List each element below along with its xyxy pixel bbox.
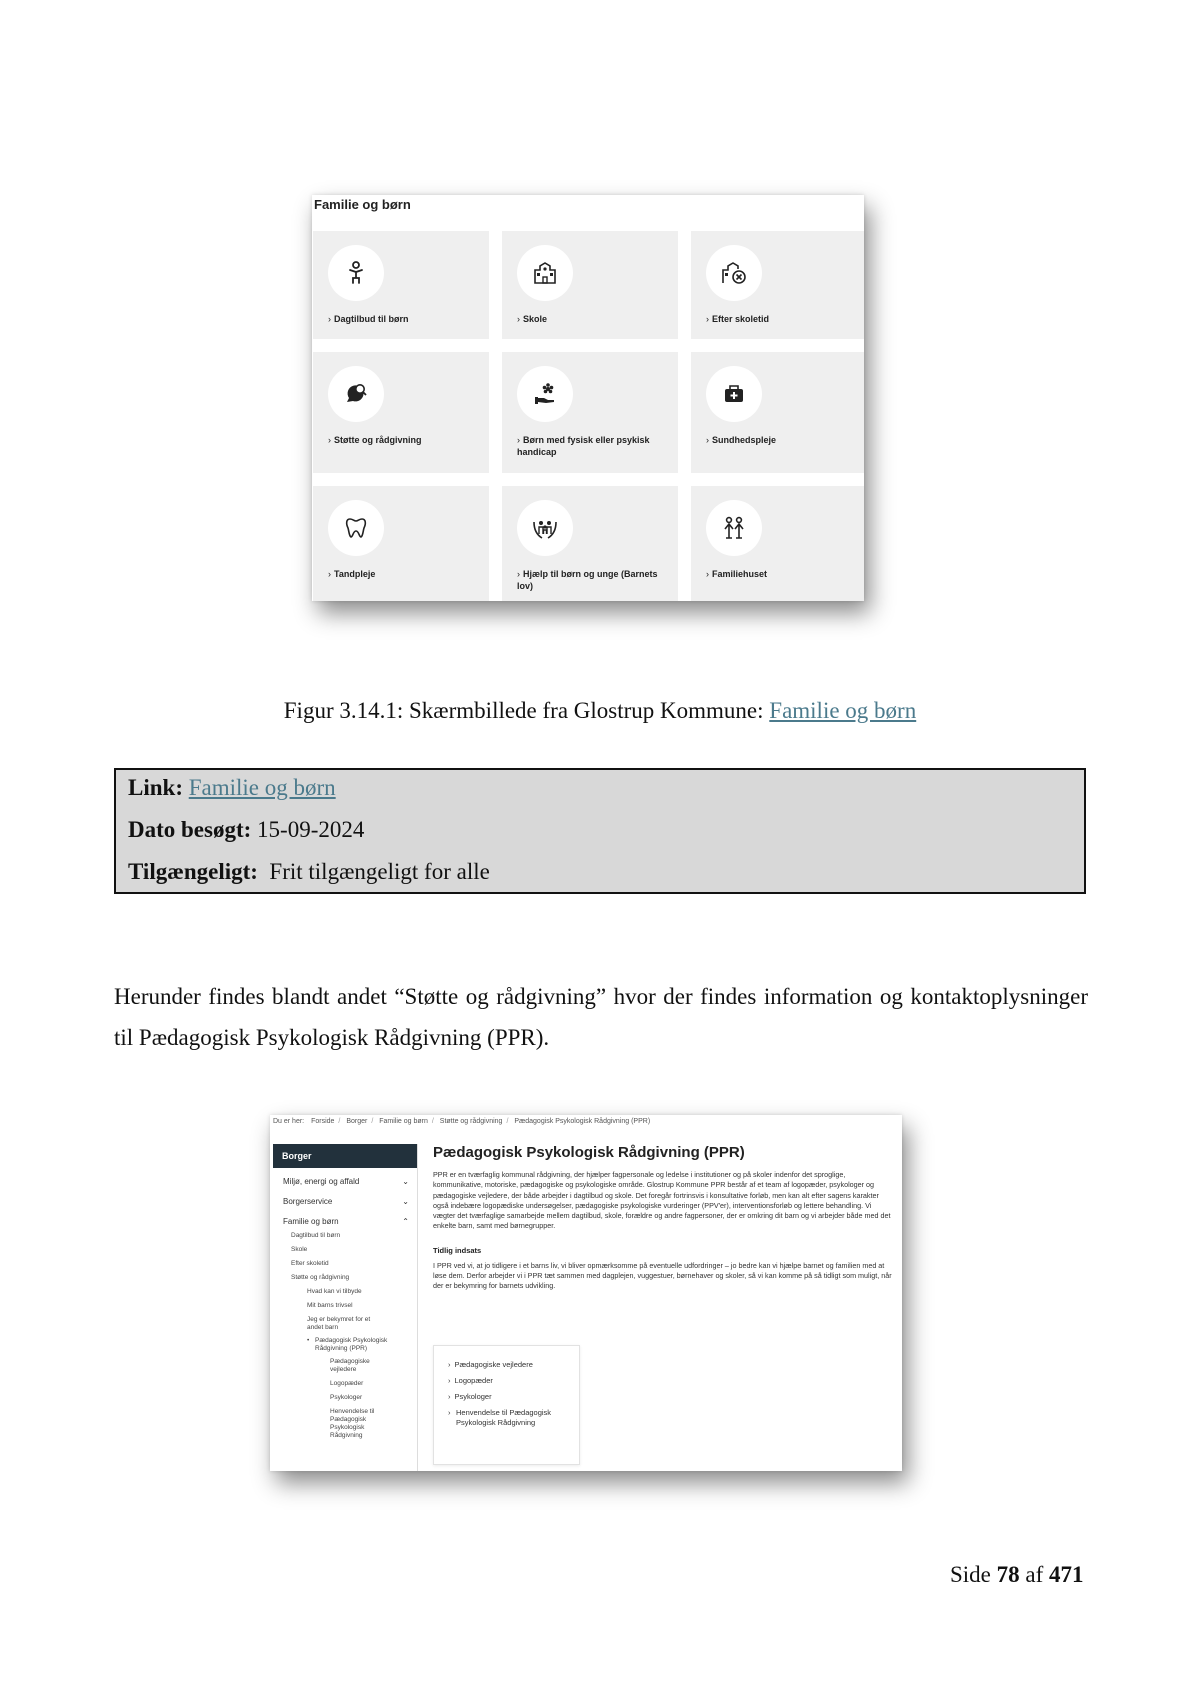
- sidebar-subitem[interactable]: Mit barns trivsel: [307, 1302, 353, 1309]
- subheading: Tidlig indsats: [433, 1245, 482, 1255]
- page-heading: Pædagogisk Psykologisk Rådgivning (PPR): [433, 1144, 745, 1161]
- family-icon: [720, 514, 748, 542]
- page-number: Side 78 af 471: [950, 1562, 1084, 1587]
- category-card-efter-skoletid[interactable]: [691, 231, 864, 339]
- sidebar-subitem[interactable]: Hvad kan vi tilbyde: [307, 1288, 362, 1295]
- category-label: › Støtte og rådgivning: [328, 435, 422, 445]
- main-content: [433, 1144, 895, 1292]
- category-card-handicap[interactable]: [502, 352, 678, 473]
- sidebar-subitem[interactable]: Logopæder: [330, 1380, 364, 1387]
- child-icon: [342, 259, 370, 287]
- category-label: › Hjælp til børn og unge (Barnets lov): [517, 569, 658, 591]
- source-link[interactable]: Familie og børn: [188, 775, 336, 800]
- category-label: › Dagtilbud til børn: [328, 314, 409, 324]
- intro-text: PPR er en tværfaglig kommunal rådgivning, der hjælper fagpersonale og ledelse i institutioner og på skoler indenfor det sproglige, kommunikative, motoriske, pædagogiske og psykologiske område. Glostrup Kommune PPR består af et team af logopæder, psykologer og pædagogiske vejledere, der både arbejder i dagtilbud og skole. Det foregår fortrinsvis i konsultative forløb, men kan alt efter sagens karakter også indebære logopædiske undersøgelser, pædagogiske psykologiske vurderinger (PPV'er), interventionsforløb og lettere behandling. Vi vægter det tværfaglige samarbejde mellem dagtilbud, skole, forældre og andre fagpersoner, der er omkring dit barn og vi arbejder både med det enkelte barn, samt med børnegrupper.: [433, 1170, 891, 1231]
- medical-bag-icon: [720, 380, 748, 408]
- figure-caption: Figur 3.14.1: Skærmbillede fra Glostrup Kommune: Familie og børn: [283, 698, 917, 723]
- family-protect-icon: [531, 514, 559, 542]
- category-card-tandpleje[interactable]: [313, 486, 489, 601]
- related-link[interactable]: › Henvendelse til Pædagogisk Psykologisk Rådgivning: [448, 1408, 552, 1427]
- chevron-down-icon: ⌄: [402, 1197, 409, 1206]
- category-label: › Tandpleje: [328, 569, 376, 579]
- sidebar-active-item[interactable]: • Pædagogisk Psykologisk Rådgivning (PPR): [307, 1337, 388, 1352]
- breadcrumb: Du er her: Forside / Borger / Familie og børn / Støtte og rådgivning / Pædagogisk Psykologisk Rådgivning (PPR): [273, 1118, 651, 1125]
- related-link[interactable]: › Pædagogiske vejledere: [448, 1360, 533, 1369]
- related-link[interactable]: › Psykologer: [448, 1392, 492, 1401]
- sidebar-subitem[interactable]: Støtte og rådgivning: [291, 1274, 350, 1281]
- category-label: › Familiehuset: [706, 569, 768, 579]
- sidebar-item[interactable]: Miljø, energi og affald ⌄: [273, 1172, 417, 1192]
- sidebar-item[interactable]: Borgerservice ⌄: [273, 1192, 417, 1212]
- category-card-dagtilbud[interactable]: [313, 231, 489, 339]
- section-title: Familie og børn: [314, 197, 411, 212]
- school-icon: [531, 259, 559, 287]
- caption-link[interactable]: Familie og børn: [769, 698, 917, 723]
- after-school-icon: [720, 259, 748, 287]
- category-label: › Sundhedspleje: [706, 435, 777, 445]
- sidebar-nav: [273, 1144, 418, 1471]
- sidebar-subitem[interactable]: Dagtilbud til børn: [291, 1232, 341, 1239]
- support-chat-icon: [342, 380, 370, 408]
- sidebar-subitem[interactable]: Henvendelse til Pædagogisk Psykologisk Rådgivning: [330, 1408, 375, 1439]
- sidebar-subitem[interactable]: Psykologer: [330, 1394, 363, 1401]
- related-links-card: [433, 1345, 580, 1465]
- accessibility-value: Frit tilgængeligt for alle: [269, 859, 490, 884]
- category-card-sundhedspleje[interactable]: [691, 352, 864, 473]
- subheading-text: I PPR ved vi, at jo tidligere i et barns liv, vi bliver opmærksomme på eventuelle udfordringer – jo bedre kan vi hjælpe barnet og familien med at løse dem. Derfor arbejder vi i PPR tæt sammen med dagplejen, vuggestuer, børnehaver og skoler, så vi kan komme på så tidligt som muligt, når der er bekymring for barnets udvikling.: [433, 1260, 892, 1291]
- date-visited: 15-09-2024: [257, 817, 365, 842]
- category-label: › Børn med fysisk eller psykisk handicap: [517, 435, 650, 457]
- related-link[interactable]: › Logopæder: [448, 1376, 493, 1385]
- category-card-skole[interactable]: [502, 231, 678, 339]
- category-card-familiehuset[interactable]: [691, 486, 864, 601]
- hand-care-icon: [531, 380, 559, 408]
- category-card-stotte[interactable]: [313, 352, 489, 473]
- chevron-down-icon: ⌄: [402, 1177, 409, 1186]
- category-label: › Efter skoletid: [706, 314, 770, 324]
- category-label: › Skole: [517, 314, 548, 324]
- sidebar-subitem[interactable]: Skole: [291, 1246, 308, 1253]
- sidebar-item[interactable]: Familie og børn ⌃: [273, 1212, 417, 1232]
- screenshot-ppr-page: [270, 1115, 902, 1471]
- tooth-icon: [342, 514, 370, 542]
- source-info-box: Link: Familie og børn Dato besøgt: 15-09-2024 Tilgængeligt: Frit tilgængeligt for alle: [114, 768, 1086, 894]
- sidebar-subitem[interactable]: Pædagogiske vejledere: [330, 1358, 370, 1373]
- chevron-up-icon: ⌃: [402, 1217, 409, 1226]
- category-grid: [313, 231, 863, 601]
- body-paragraph: Herunder findes blandt andet “Støtte og rådgivning” hvor der findes information og kontaktoplysninger til Pædagogisk Psykologisk Rådgivning (PPR).: [114, 984, 1088, 1050]
- sidebar-title: Borger: [273, 1144, 417, 1168]
- sidebar-subitem[interactable]: Jeg er bekymret for et andet barn: [307, 1316, 371, 1331]
- sidebar-subitem[interactable]: Efter skoletid: [291, 1260, 329, 1267]
- screenshot-familie-og-born: [312, 195, 864, 601]
- category-card-barnets-lov[interactable]: [502, 486, 678, 601]
